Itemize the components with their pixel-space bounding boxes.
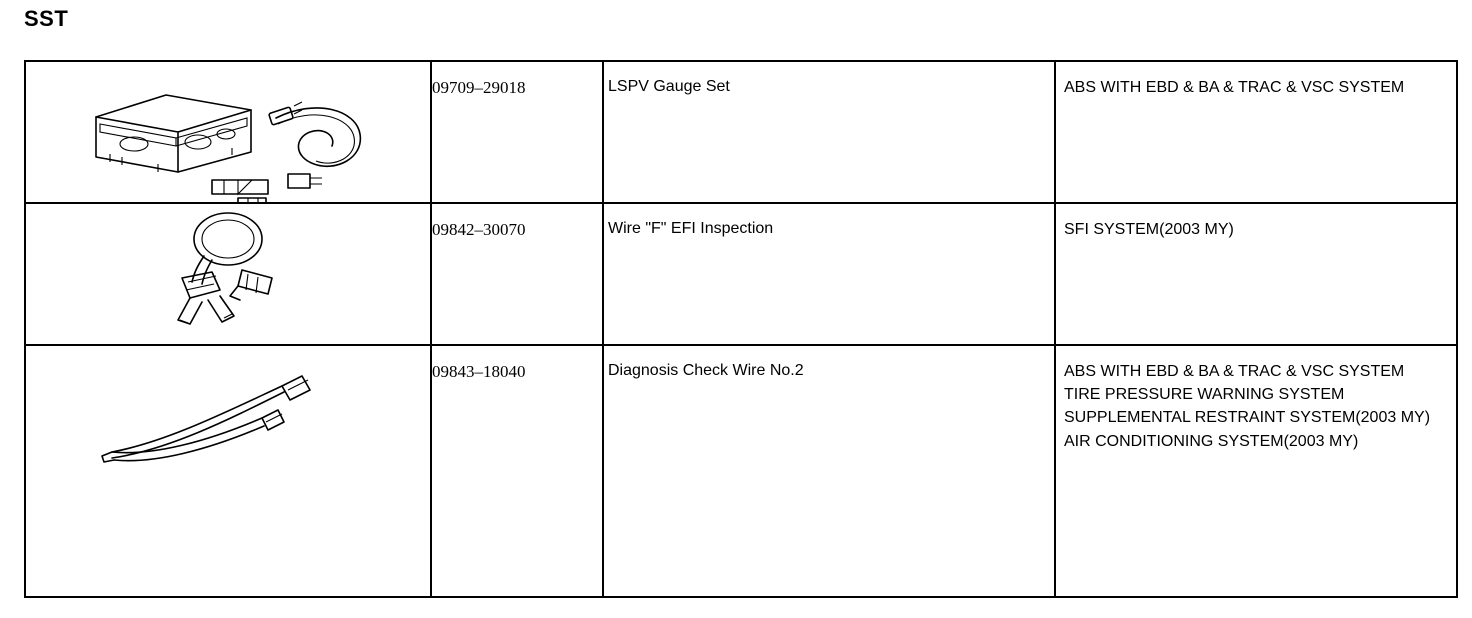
- tool-image-cell: [25, 203, 431, 345]
- application-item: ABS WITH EBD & BA & TRAC & VSC SYSTEM: [1064, 363, 1405, 380]
- application-list: [1056, 62, 1456, 113]
- table-row: [25, 345, 1457, 597]
- part-number: 09709–29018: [432, 78, 526, 97]
- part-number-cell: [431, 61, 603, 203]
- part-number-cell: [431, 345, 603, 597]
- tool-image-cell: [25, 61, 431, 203]
- application-item: TIRE PRESSURE WARNING SYSTEM: [1064, 386, 1345, 404]
- wire-f-efi-inspection-illustration: [26, 204, 430, 344]
- application-list: [1056, 346, 1456, 467]
- page-title: SST: [24, 6, 69, 31]
- tool-name-cell: [603, 203, 1055, 345]
- application-cell: [1055, 203, 1457, 345]
- application-cell: [1055, 345, 1457, 597]
- table-row: [25, 61, 1457, 203]
- lspv-gauge-set-illustration: [26, 62, 430, 202]
- diagnosis-check-wire-no2-illustration: [26, 346, 430, 596]
- tool-name-cell: [603, 345, 1055, 597]
- tool-name-cell: [603, 61, 1055, 203]
- tool-name: Wire "F" EFI Inspection: [608, 220, 774, 237]
- tool-name: LSPV Gauge Set: [608, 78, 730, 95]
- application-item: ABS WITH EBD & BA & TRAC & VSC SYSTEM: [1064, 79, 1405, 96]
- table-row: [25, 203, 1457, 345]
- tool-name: Diagnosis Check Wire No.2: [608, 362, 804, 379]
- part-number-cell: [431, 203, 603, 345]
- sst-table: [24, 60, 1458, 598]
- application-list: [1056, 204, 1456, 255]
- application-item: SFI SYSTEM(2003 MY): [1064, 221, 1234, 238]
- application-cell: [1055, 61, 1457, 203]
- application-item: SUPPLEMENTAL RESTRAINT SYSTEM(2003 MY): [1064, 409, 1431, 427]
- application-item: AIR CONDITIONING SYSTEM(2003 MY): [1064, 432, 1359, 450]
- tool-image-cell: [25, 345, 431, 597]
- part-number: 09842–30070: [432, 220, 526, 239]
- part-number: 09843–18040: [432, 362, 526, 381]
